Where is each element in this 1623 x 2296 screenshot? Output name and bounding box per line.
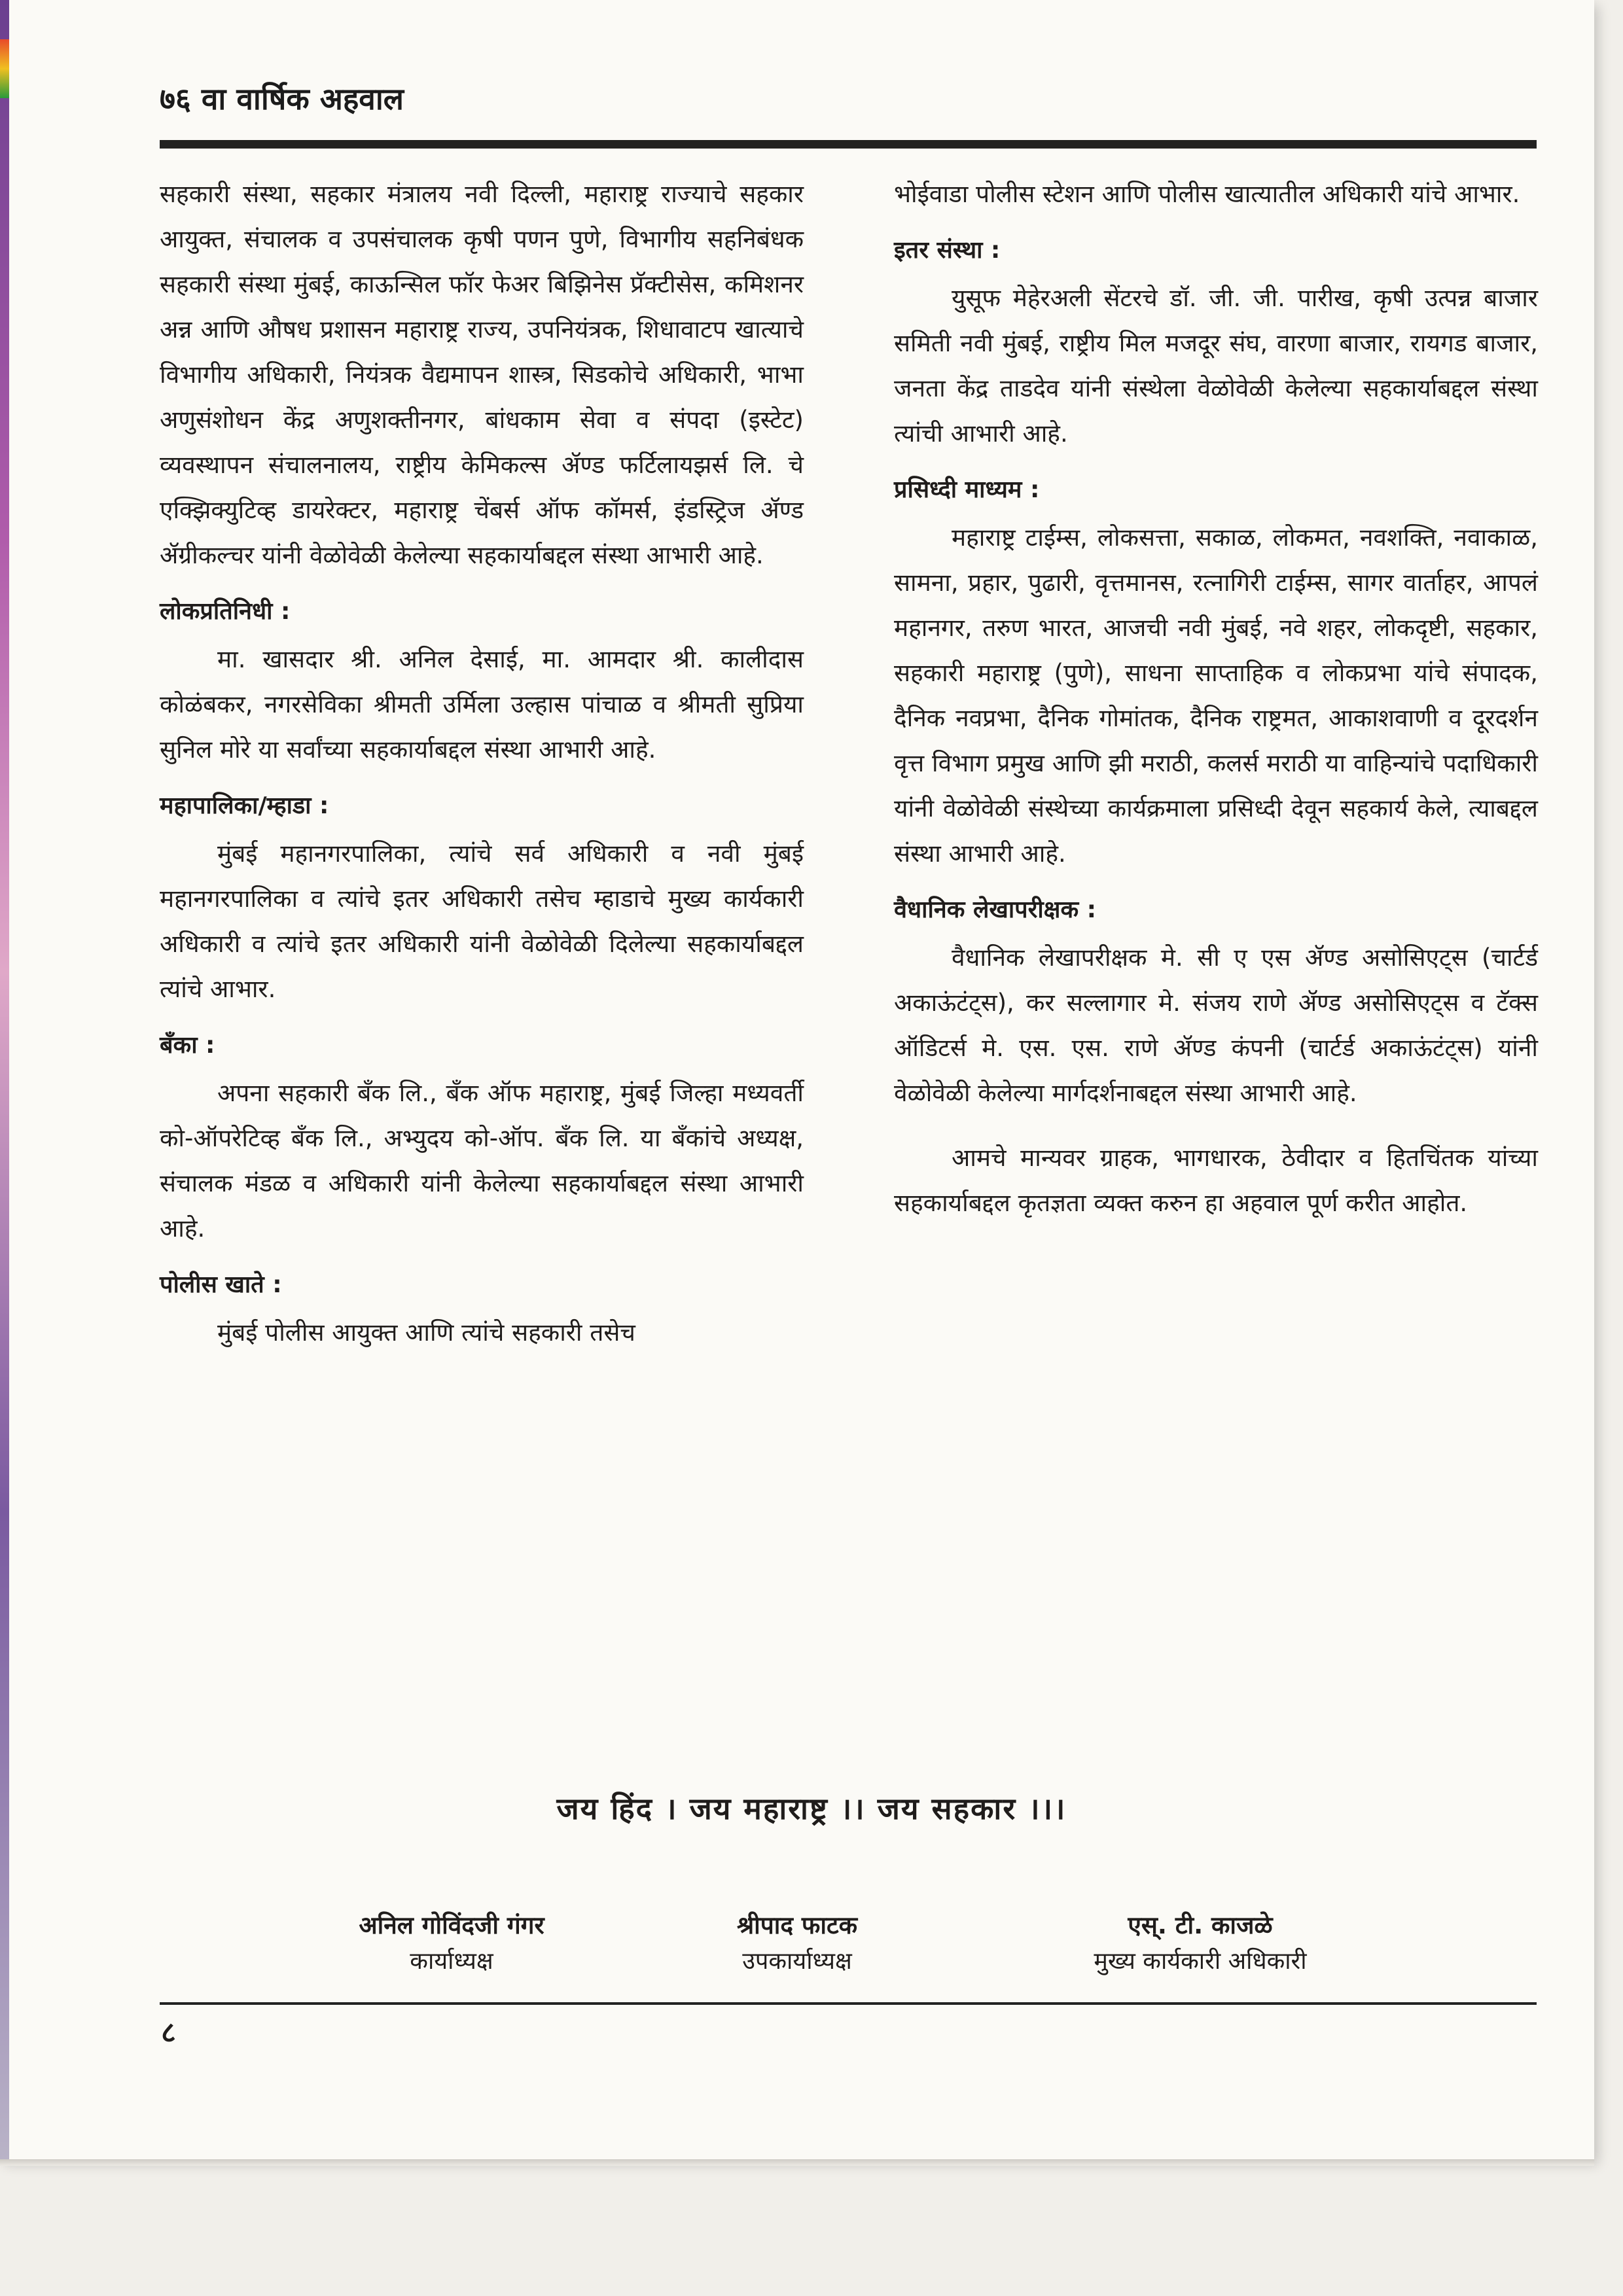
report-title: ७६ वा वार्षिक अहवाल — [160, 81, 404, 116]
banka-paragraph: अपना सहकारी बँक लि., बँक ऑफ महाराष्ट्र, मुंबई जिल्हा मध्यवर्ती को-ऑपरेटिव्ह बँक लि., अभ्युदय को-ऑप. बँक लि. या बँकांचे अध्यक्ष, संचालक मंडळ व अधिकारी यांनी केलेल्या सहकार्याबद्दल संस्था आभारी आहे. — [160, 1079, 804, 1243]
lekha-paragraph: वैधानिक लेखापरीक्षक मे. सी ए एस ॲण्ड असोसिएट्स (चार्टर्ड अकाऊंटंट्स), कर सल्लागार मे. संजय राणे ॲण्ड असोसिएट्स व टॅक्स ऑडिटर्स मे. एस. एस. राणे ॲण्ड कंपनी (चार्टर्ड अकाऊंटंट्स) यांनी वेळोवेळी केलेल्या मार्गदर्शनाबद्दल संस्था आभारी आहे. — [894, 944, 1538, 1107]
footer-rule — [160, 2002, 1537, 2005]
banka-heading: बँका : — [160, 1032, 215, 1059]
signatory-chairman — [301, 1909, 602, 1981]
lokpratinidhi-heading: लोकप्रतिनिधी : — [160, 598, 291, 625]
lekha-heading: वैधानिक लेखापरीक्षक : — [894, 896, 1097, 923]
signatory-name: श्रीपाद फाटक — [736, 1911, 858, 1939]
itar-paragraph: युसूफ मेहेरअली सेंटरचे डॉ. जी. जी. पारीख, कृषी उत्पन्न बाजार समिती नवी मुंबई, राष्ट्रीय मिल मजदूर संघ, वारणा बाजार, रायगड बाजार, जनता केंद्र ताडदेव यांनी संस्थेला वेळोवेळी केलेल्या सहकार्याबद्दल संस्था त्यांची आभारी आहे. — [894, 284, 1538, 448]
right-column — [894, 171, 1538, 1226]
mahapalika-heading: महापालिका/म्हाडा : — [160, 792, 329, 819]
color-tab — [0, 39, 9, 98]
signatory-vice-chairman — [647, 1909, 948, 1981]
mahapalika-paragraph: मुंबई महानगरपालिका, त्यांचे सर्व अधिकारी व नवी मुंबई महानगरपालिका व त्यांचे इतर अधिकारी तसेच म्हाडाचे मुख्य कार्यकारी अधिकारी व त्यांचे इतर अधिकारी यांनी वेळोवेळी दिलेल्या सहकार्याबद्दल त्यांचे आभार. — [160, 839, 804, 1003]
police-heading: पोलीस खाते : — [160, 1271, 282, 1298]
left-column — [160, 171, 804, 1355]
police-paragraph: मुंबई पोलीस आयुक्त आणि त्यांचे सहकारी तसेच — [217, 1318, 635, 1347]
itar-heading: इतर संस्था : — [894, 237, 1001, 264]
prasiddhi-paragraph: महाराष्ट्र टाईम्स, लोकसत्ता, सकाळ, लोकमत, नवशक्ति, नवाकाळ, सामना, प्रहार, पुढारी, वृत्तमानस, रत्नागिरी टाईम्स, सागर वार्ताहर, आपलं महानगर, तरुण भारत, आजची नवी मुंबई, नवे शहर, लोकदृष्टी, सहकार, सहकारी महाराष्ट्र (पुणे), साधना साप्ताहिक व लोकप्रभा यांचे संपादक, दैनिक नवप्रभा, दैनिक गोमांतक, दैनिक राष्ट्रमत, आकाशवाणी व दूरदर्शन वृत्त विभाग प्रमुख आणि झी मराठी, कलर्स मराठी या वाहिन्यांचे पदाधिकारी यांनी वेळोवेळी संस्थेच्या कार्यक्रमाला प्रसिध्दी देवून सहकार्य केले, त्याबद्दल संस्था आभारी आहे. — [894, 523, 1538, 868]
signatory-role: उपकार्याध्यक्ष — [742, 1948, 852, 1975]
page-edge — [0, 2159, 1594, 2166]
lokpratinidhi-paragraph: मा. खासदार श्री. अनिल देसाई, मा. आमदार श्री. कालीदास कोळंबकर, नगरसेविका श्रीमती उर्मिला उल्हास पांचाळ व श्रीमती सुप्रिया सुनिल मोरे या सर्वांच्या सहकार्याबद्दल संस्था आभारी आहे. — [160, 645, 804, 764]
binding-spine — [0, 0, 9, 2159]
paragraph-gap — [894, 1116, 1538, 1135]
signatory-role: मुख्य कार्यकारी अधिकारी — [1094, 1948, 1307, 1975]
signatory-ceo — [1017, 1909, 1383, 1981]
prasiddhi-heading: प्रसिध्दी माध्यम : — [894, 476, 1040, 503]
signatory-name: अनिल गोविंदजी गंगर — [359, 1911, 544, 1939]
closing-paragraph: आमचे मान्यवर ग्राहक, भागधारक, ठेवीदार व हितचिंतक यांच्या सहकार्याबद्दल कृतज्ञता व्यक्त करुन हा अहवाल पूर्ण करीत आहोत. — [894, 1144, 1538, 1217]
page-number: ८ — [161, 2016, 176, 2049]
slogan: जय हिंद । जय महाराष्ट्र ।। जय सहकार ।।। — [556, 1791, 1067, 1826]
signatory-role: कार्याध्यक्ष — [410, 1948, 493, 1975]
signatory-name: एस्. टी. काजळे — [1128, 1911, 1273, 1939]
intro-paragraph: सहकारी संस्था, सहकार मंत्रालय नवी दिल्ली, महाराष्ट्र राज्याचे सहकार आयुक्त, संचालक व उपसंचालक कृषी पणन पुणे, विभागीय सहनिबंधक सहकारी संस्था मुंबई, काऊन्सिल फॉर फेअर बिझिनेस प्रॅक्टीसेस, कमिशनर अन्न आणि औषध प्रशासन महाराष्ट्र राज्य, उपनियंत्रक, शिधावाटप खात्याचे विभागीय अधिकारी, नियंत्रक वैद्यमापन शास्त्र, सिडकोचे अधिकारी, भाभा अणुसंशोधन केंद्र अणुशक्तीनगर, बांधकाम सेवा व संपदा (इस्टेट) व्यवस्थापन संचालनालय, राष्ट्रीय केमिकल्स ॲण्ड फर्टिलायझर्स लि. चे एक्झिक्युटिव्ह डायरेक्टर, महाराष्ट्र चेंबर्स ऑफ कॉमर्स, इंडस्ट्रिज ॲण्ड ॲग्रीकल्चर यांनी वेळोवेळी केलेल्या सहकार्याबद्दल संस्था आभारी आहे. — [160, 180, 804, 569]
header-rule — [160, 140, 1537, 149]
police-continued-paragraph: भोईवाडा पोलीस स्टेशन आणि पोलीस खात्यातील अधिकारी यांचे आभार. — [894, 180, 1520, 208]
